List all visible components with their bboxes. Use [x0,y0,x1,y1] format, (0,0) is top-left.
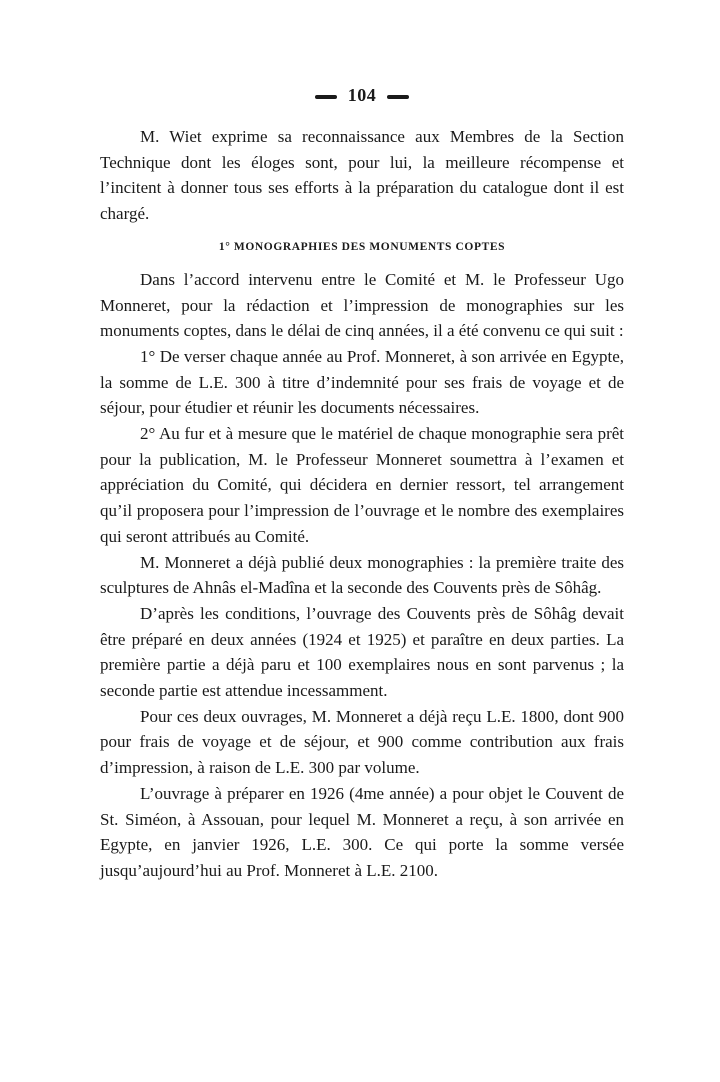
paragraph-conditions: D’après les conditions, l’ouvrage des Couvents près de Sôhâg devait être préparé en deux années (1924 et 1925) et paraître en deux parties. La première partie a déjà paru et 100 exemplaires nous en sont parvenus ; la seconde partie est attendue incessamment. [100,603,624,701]
paragraph-accord: Dans l’accord intervenu entre le Comité et M. le Professeur Ugo Monneret, pour la rédaction et l’impression de monographies sur les monuments coptes, dans le délai de cinq années, il a été convenu ce qui suit : [100,269,624,341]
paragraph-wiet: M. Wiet exprime sa reconnaissance aux Membres de la Section Technique dont les éloges sont, pour lui, la meilleure récompense et l’incitent à donner tous ses efforts à la préparation du catalogue dont il est chargé. [100,127,624,224]
page-number: 104 [347,85,377,105]
paragraph-item-2: 2° Au fur et à mesure que le matériel de chaque monographie sera prêt pour la publication, M. le Professeur Monneret soumettra à l’examen et appréciation du Comité, qui décidera en dernier ressort, tel arrangement qu’il proposera pour l’impression de l’ouvrage et le nombre des exemplaires qui seront attribués au Comité. [100,424,624,546]
right-ornament-icon [387,95,409,99]
paragraph-payments: Pour ces deux ouvrages, M. Monneret a déjà reçu L.E. 1800, dont 900 pour frais de voyage et de séjour, et 900 comme contribution aux frais d’impression, à raison de L.E. 300 par volume. [100,706,624,778]
document-page [100,80,624,884]
paragraph-publications: M. Monneret a déjà publié deux monographies : la première traite des sculptures de Ahnâs el-Madîna et la seconde des Couvents près de Sôhâg. [100,552,624,598]
section-heading: 1° MONOGRAPHIES DES MONUMENTS COPTES [218,240,506,253]
paragraph-1926: L’ouvrage à préparer en 1926 (4me année) a pour objet le Couvent de St. Siméon, à Assouan, pour lequel M. Monneret a reçu, à son arrivée en Egypte, en janvier 1926, L.E. 300. Ce qui porte la somme versée jusqu’aujourd’hui au Prof. Monneret à L.E. 2100. [100,783,624,880]
paragraph-item-1: 1° De verser chaque année au Prof. Monneret, à son arrivée en Egypte, la somme de L.E. 300 à titre d’indemnité pour ses frais de voyage et de séjour, pour étudier et réunir les documents nécessaires. [100,346,624,418]
left-ornament-icon [315,95,337,99]
page-header [100,80,624,110]
